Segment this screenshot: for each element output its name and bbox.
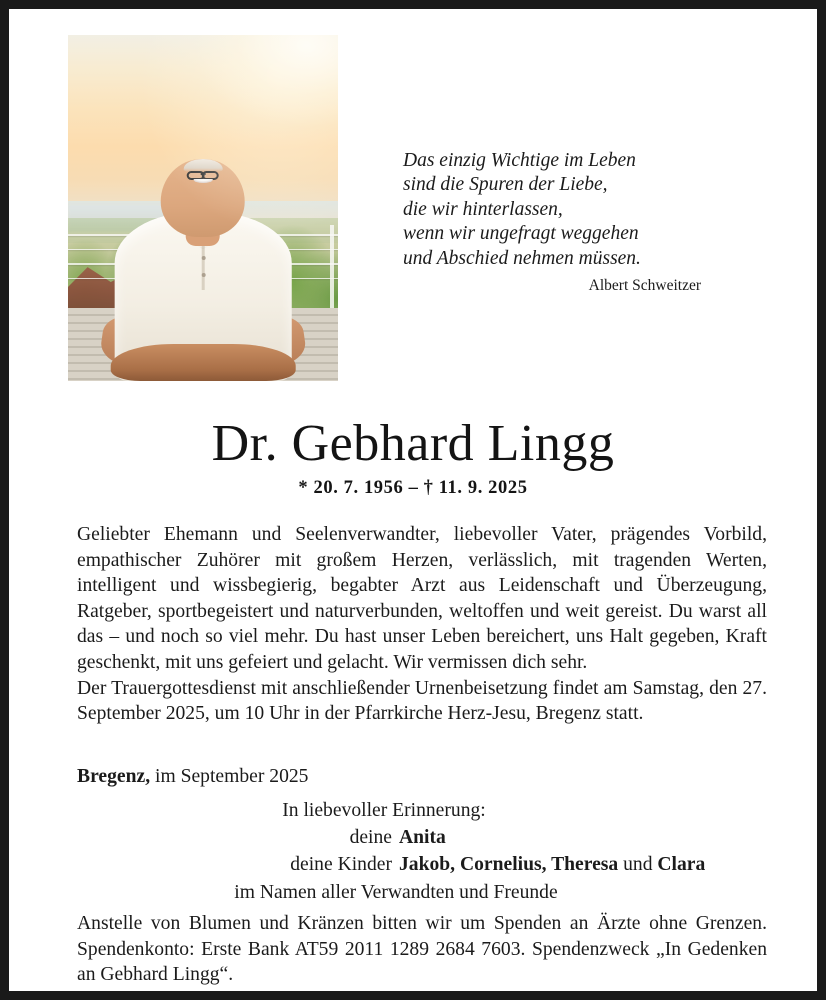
children-names-last: Clara [657,853,706,875]
eyeglasses-icon [187,171,219,176]
shirt-button [202,256,206,260]
quote-line: sind die Spuren der Liebe, [403,174,608,196]
portrait-photo [68,35,338,381]
body-text [77,522,767,727]
place-date-line [77,764,308,790]
quote-line: und Abschied nehmen müssen. [403,247,641,269]
children-names-first: Jakob, Cornelius, Theresa [399,853,619,875]
portrait-subject [98,153,309,381]
photo-scene [68,35,338,381]
head [161,159,245,237]
smile [194,179,213,183]
family-relation-label: deine Kinder [290,853,392,875]
quote-line: Das einzig Wichtige im Leben [403,150,636,171]
name-block [9,415,817,499]
quote-line: wenn wir ungefragt weggehen [403,223,639,245]
children-conjunction: und [618,853,658,875]
family-row [77,824,749,851]
family-footer: im Namen aller Verwandten und Freunde [234,881,558,903]
shirt-placket [201,242,204,289]
memorial-quote [403,149,773,295]
donation-paragraph: Anstelle von Blumen und Kränzen bitten wir um Spenden an Ärzte ohne Grenzen. Spendenkonto: Erste Bank AT59 2011 1289 2684 7603. Spendenzweck „In Gedenken an Gebhard Lingg“. [77,913,767,986]
family-member-names: Anita [399,826,446,848]
tribute-paragraph: Geliebter Ehemann und Seelenverwandter, liebevoller Vater, prägendes Vorbild, empathischer Zuhörer mit großem Herzen, verlässlich, mit tragenden Werten, intelligent und wissbegierig, begabter Arzt aus Leidenschaft und Überzeugung, Ratgeber, sportbegeistert und naturverbunden, weltoffen und weit gereist. Du warst all das – und noch so viel mehr. Du hast unser Leben bereichert, uns Halt gegeben, Kraft geschenkt, mit uns gefeiert und gelacht. Wir vermissen dich sehr. [77,524,767,673]
life-dates: * 20. 7. 1956 – † 11. 9. 2025 [298,478,528,498]
folded-forearms [110,344,295,381]
place-month-year: im September 2025 [150,766,309,787]
quote-author: Albert Schweitzer [588,277,701,295]
family-relation-label: deine [349,826,392,848]
family-heading: In liebevoller Erinnerung: [282,800,486,821]
family-block [77,798,749,906]
donation-block [77,911,767,988]
quote-line: die wir hinterlassen, [403,198,563,220]
place-name: Bregenz, [77,766,151,787]
service-paragraph: Der Trauergottesdienst mit anschließender Urnenbeisetzung findet am Samstag, den 27. September 2025, um 10 Uhr in der Pfarrkirche Herz-Jesu, Bregenz statt. [77,677,767,725]
family-row [77,851,749,878]
notice-inner [9,9,817,991]
shirt-button [202,273,206,277]
family-member-names [399,851,705,878]
deceased-name: Dr. Gebhard Lingg [211,415,615,472]
